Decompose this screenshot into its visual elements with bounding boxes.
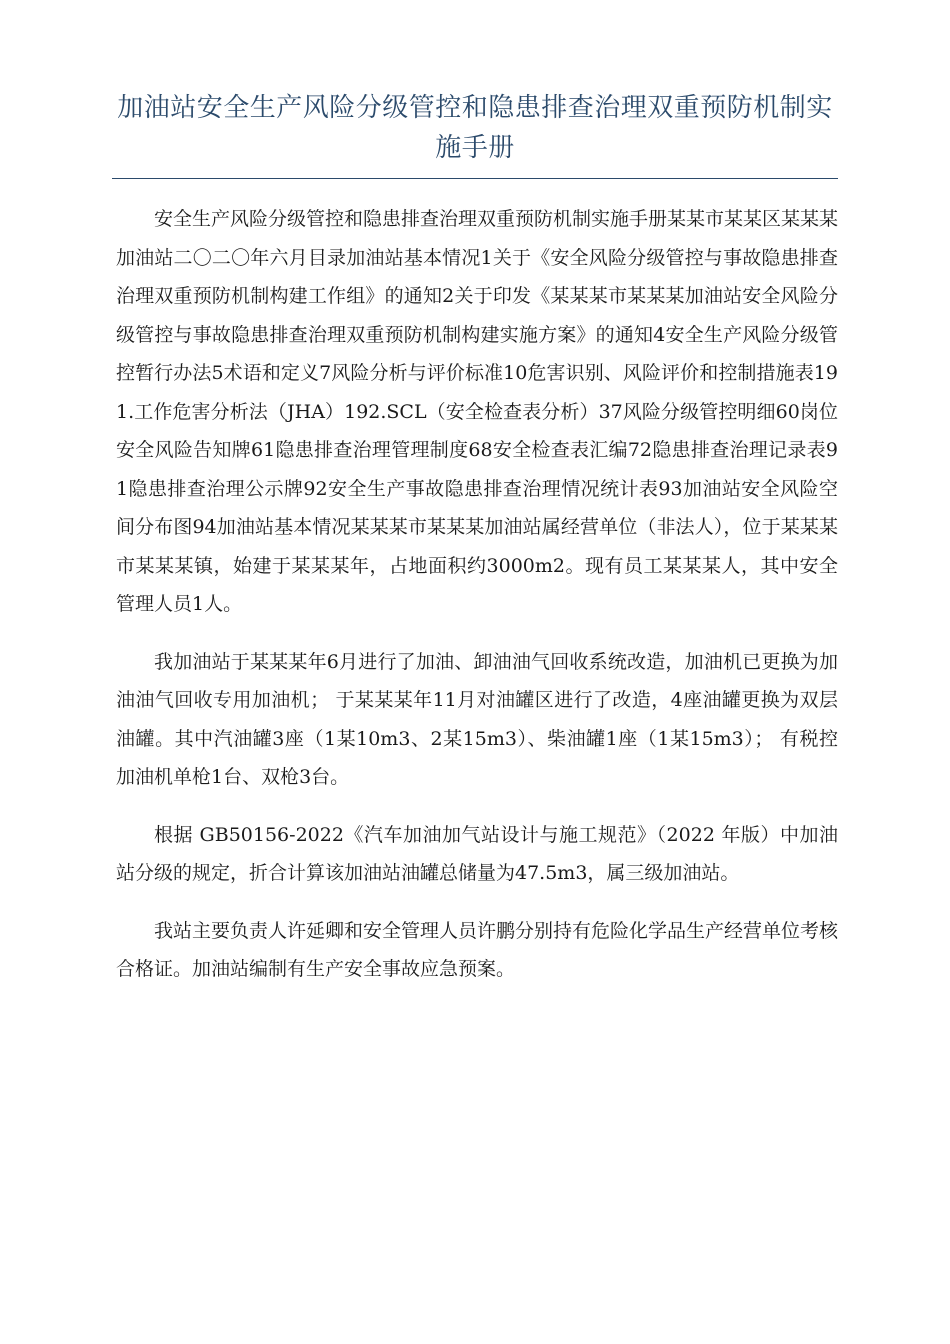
paragraph-renovation: 我加油站于某某某年6月进行了加油、卸油油气回收系统改造，加油机已更换为加油油气回收专用加油机； 于某某某年11月对油罐区进行了改造，4座油罐更换为双层油罐。其中汽油罐3座（1某10m3、2某15m3）、柴油罐1座（1某15m3）； 有税控加油机单枪1台、双枪3台。 bbox=[116, 650, 838, 788]
paragraph-intro: 安全生产风险分级管控和隐患排查治理双重预防机制实施手册某某市某某区某某某加油站二〇二〇年六月目录加油站基本情况1关于《安全风险分级管控与事故隐患排查治理双重预防机制构建工作组》的通知2关于印发《某某某市某某某加油站安全风险分级管控与事故隐患排查治理双重预防机制构建实施方案》的通知4安全生产风险分级管控暂行办法5术语和定义7风险分析与评价标准10危害识别、风险评价和控制措施表191.工作危害分析法（JHA）192.SCL（安全检查表分析）37风险分级管控明细60岗位安全风险告知牌61隐患排查治理管理制度68安全检查表汇编72隐患排查治理记录表91隐患排查治理公示牌92安全生产事故隐患排查治理情况统计表93加油站安全风险空间分布图94加油站基本情况某某某市某某某加油站属经营单位（非法人），位于某某某市某某某镇，始建于某某某年，占地面积约3000m2。现有员工某某某人，其中安全管理人员1人。 bbox=[116, 208, 839, 615]
paragraph-classification: 根据 GB50156-2022《汽车加油加气站设计与施工规范》（2022 年版）中加油站分级的规定，折合计算该加油站油罐总储量为47.5m3，属三级加油站。 bbox=[116, 823, 838, 884]
paragraph-personnel: 我站主要负责人许延卿和安全管理人员许鹏分别持有危险化学品生产经营单位考核合格证。加油站编制有生产安全事故应急预案。 bbox=[116, 919, 839, 980]
document-body bbox=[116, 200, 838, 1008]
document-title: 加油站安全生产风险分级管控和隐患排查治理双重预防机制实施手册 bbox=[117, 93, 833, 163]
title-divider bbox=[112, 178, 838, 179]
